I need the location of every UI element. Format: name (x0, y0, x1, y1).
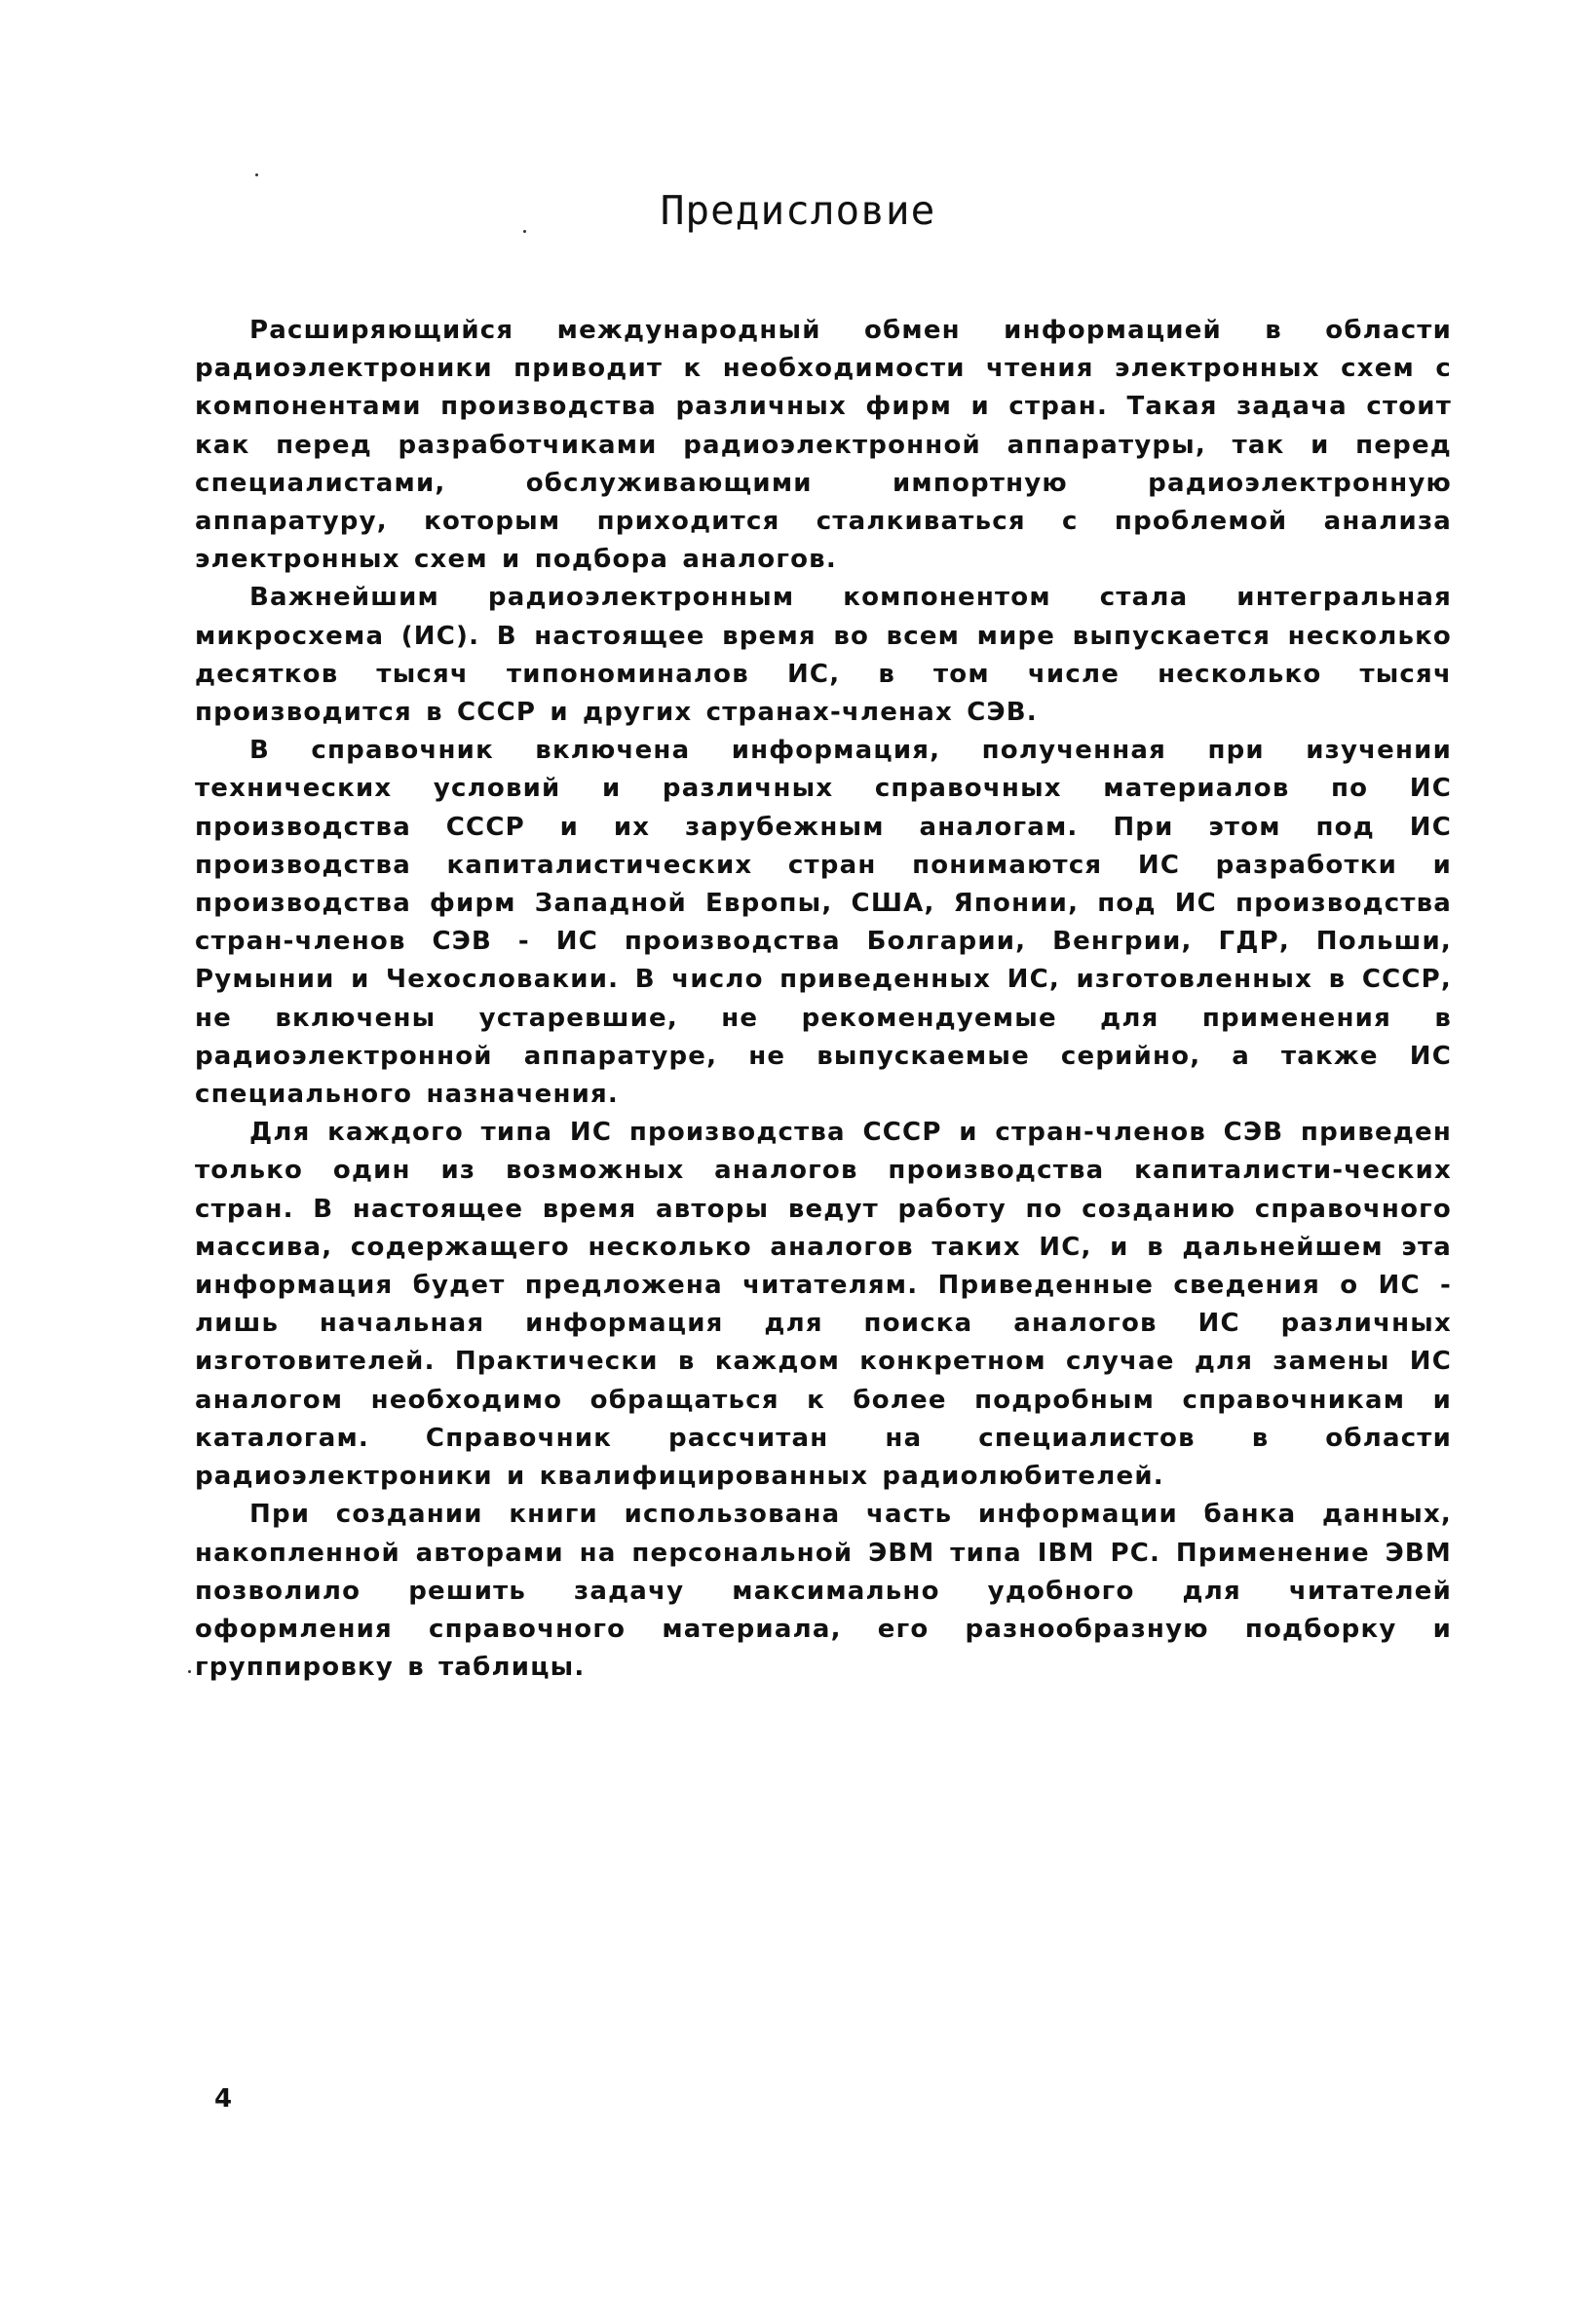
page-title: Предисловие (660, 187, 936, 234)
paragraph: При создании книги использована часть информации банка данных, накопленной авторами на персональной ЭВМ типа IBM PC. Применение ЭВМ позволило решить задачу максимально удобного для читателей оформления справочного материала, его разнообразную подборку и группировку в таблицы. (195, 1500, 1452, 1683)
scan-speck (255, 173, 258, 176)
paragraph: Важнейшим радиоэлектронным компонентом стала интегральная микросхема (ИС). В настоящее время во всем мире выпускается несколько десятков тысяч типономиналов ИС, в том числе несколько тысяч производится в СССР и других странах-членах СЭВ. (195, 583, 1452, 728)
scan-speck (188, 1670, 191, 1673)
paragraph: В справочник включена информация, полученная при изучении технических условий и различных справочных материалов по ИС производства СССР и их зарубежным аналогам. При этом под ИС производства капиталистических стран понимаются ИС разработки и производства фирм Западной Европы, США, Японии, под ИС производства стран-членов СЭВ - ИС производства Болгарии, Венгрии, ГДР, Польши, Румынии и Чехословакии. В число приведенных ИС, изготовленных в СССР, не включены устаревшие, не рекомендуемые для применения в радиоэлектронной аппаратуре, не выпускаемые серийно, а также ИС специального назначения. (195, 736, 1452, 1110)
paragraph: Для каждого типа ИС производства СССР и стран-членов СЭВ приведен только один из возможных аналогов производства капиталисти-ческих стран. В настоящее время авторы ведут работу по созданию справочного массива, содержащего несколько аналогов таких ИС, и в дальнейшем эта информация будет предложена читателям. Приведенные сведения о ИС - лишь начальная информация для поиска аналогов ИС различных изготовителей. Практически в каждом конкретном случае для замены ИС аналогом необходимо обращаться к более подробным справочникам и каталогам. Справочник рассчитан на специалистов в области радиоэлектроники и квалифицированных радиолюбителей. (195, 1118, 1452, 1492)
page-number: 4 (214, 2084, 233, 2114)
preface-body (195, 312, 1452, 1687)
paragraph: Расширяющийся международный обмен информацией в области радиоэлектроники приводит к необходимости чтения электронных схем с компонентами производства различных фирм и стран. Такая задача стоит как перед разработчиками радиоэлектронной аппаратуры, так и перед специалистами, обслуживающими импортную радиоэлектронную аппаратуру, которым приходится сталкиваться с проблемой анализа электронных схем и подбора аналогов. (195, 316, 1452, 575)
